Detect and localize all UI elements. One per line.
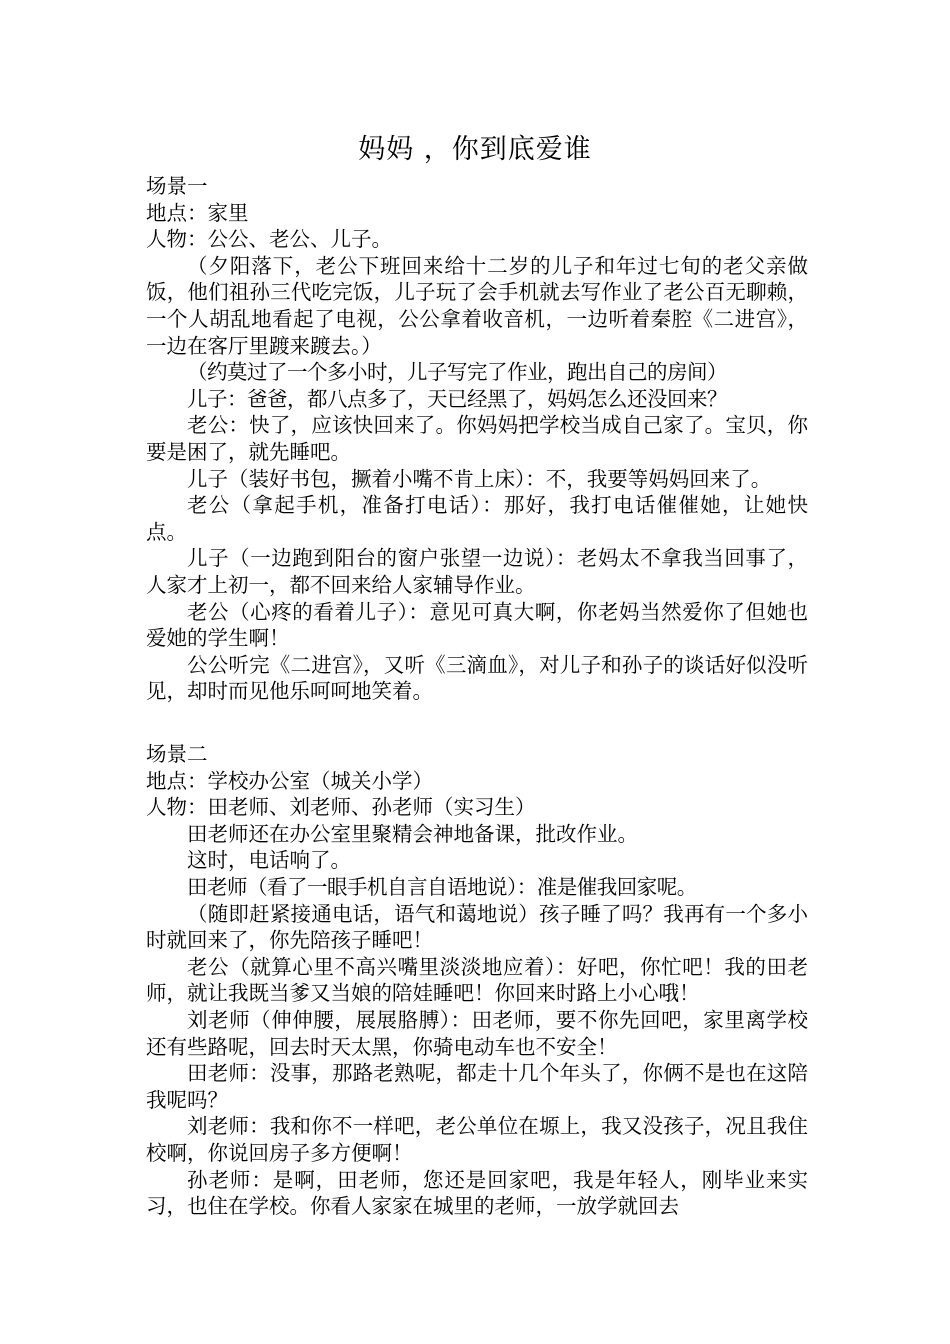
scene-two-paragraph: 刘老师：我和你不一样吧，老公单位在塬上，我又没孩子，况且我住校啊，你说回房子多方便啊！ bbox=[146, 1114, 808, 1165]
scene-one-paragraph: （约莫过了一个多小时，儿子写完了作业，跑出自己的房间） bbox=[187, 360, 727, 385]
scene-two-paragraph: 这时，电话响了。 bbox=[187, 848, 351, 873]
scene-two-heading: 场景二 bbox=[146, 742, 208, 766]
scene-two-paragraph: 孙老师：是啊，田老师，您还是回家吧，我是年轻人，刚毕业来实习，也住在学校。你看人家家在城里的老师，一放学就回去 bbox=[146, 1167, 808, 1219]
scene-one-paragraph: （夕阳落下，老公下班回来给十二岁的儿子和年过七旬的老父亲做饭，他们祖孙三代吃完饭，儿子玩了会手机就去写作业了老公百无聊赖，一个人胡乱地看起了电视，公公拿着收音机，一边听着秦腔《二进宫》，一边在客厅里踱来踱去。） bbox=[146, 253, 808, 358]
scene-two-paragraph: 田老师还在办公室里聚精会神地备课，批改作业。 bbox=[187, 821, 638, 846]
scene-two bbox=[146, 741, 808, 1220]
scene-one-paragraph: 儿子：爸爸，都八点多了，天已经黑了，妈妈怎么还没回来？ bbox=[187, 386, 727, 411]
scene-two-paragraph: 田老师：没事，那路老熟呢，都走十几个年头了，你俩不是也在这陪我呢吗？ bbox=[146, 1061, 808, 1112]
scene-one-paragraph: 儿子（一边跑到阳台的窗户张望一边说）：老妈太不拿我当回事了，人家才上初一，都不回来给人家辅导作业。 bbox=[146, 546, 808, 597]
scene-one-place: 地点：家里 bbox=[146, 200, 249, 225]
scene-two-paragraph: 田老师（看了一眼手机自言自语地说）：准是催我回家呢。 bbox=[187, 874, 697, 899]
scene-one-people: 人物：公公、老公、儿子。 bbox=[146, 227, 392, 252]
scene-one bbox=[146, 173, 808, 705]
scene-two-paragraph: 老公（就算心里不高兴嘴里淡淡地应着）：好吧，你忙吧！我的田老师，就让我既当爹又当娘的陪娃睡吧！你回来时路上小心哦！ bbox=[146, 954, 808, 1006]
scene-one-paragraph: 公公听完《二进宫》，又听《三滴血》，对儿子和孙子的谈话好似没听见，却时而见他乐呵呵地笑着。 bbox=[146, 652, 808, 704]
scene-one-paragraph: 老公（拿起手机，准备打电话）：那好，我打电话催催她，让她快点。 bbox=[146, 493, 808, 544]
scene-two-place: 地点：学校办公室（城关小学） bbox=[146, 768, 433, 793]
scene-one-paragraph: 老公：快了，应该快回来了。你妈妈把学校当成自己家了。宝贝，你要是困了，就先睡吧。 bbox=[146, 413, 808, 464]
document-title: 妈妈 ，你到底爱谁 bbox=[358, 134, 592, 165]
scene-one-paragraph: 儿子（装好书包，撅着小嘴不肯上床）：不，我要等妈妈回来了。 bbox=[187, 466, 772, 491]
scene-two-paragraph: 刘老师（伸伸腰，展展胳膊）：田老师，要不你先回吧，家里离学校还有些路呢，回去时天太黑，你骑电动车也不安全！ bbox=[146, 1007, 808, 1059]
scene-one-heading: 场景一 bbox=[146, 174, 208, 198]
scene-two-people: 人物：田老师、刘老师、孙老师（实习生） bbox=[146, 795, 536, 820]
scene-one-paragraph: 老公（心疼的看着儿子）：意见可真大啊，你老妈当然爱你了但她也爱她的学生啊！ bbox=[146, 599, 808, 651]
scene-two-paragraph: （随即赶紧接通电话，语气和蔼地说）孩子睡了吗？我再有一个多小时就回来了，你先陪孩子睡吧！ bbox=[146, 901, 808, 953]
